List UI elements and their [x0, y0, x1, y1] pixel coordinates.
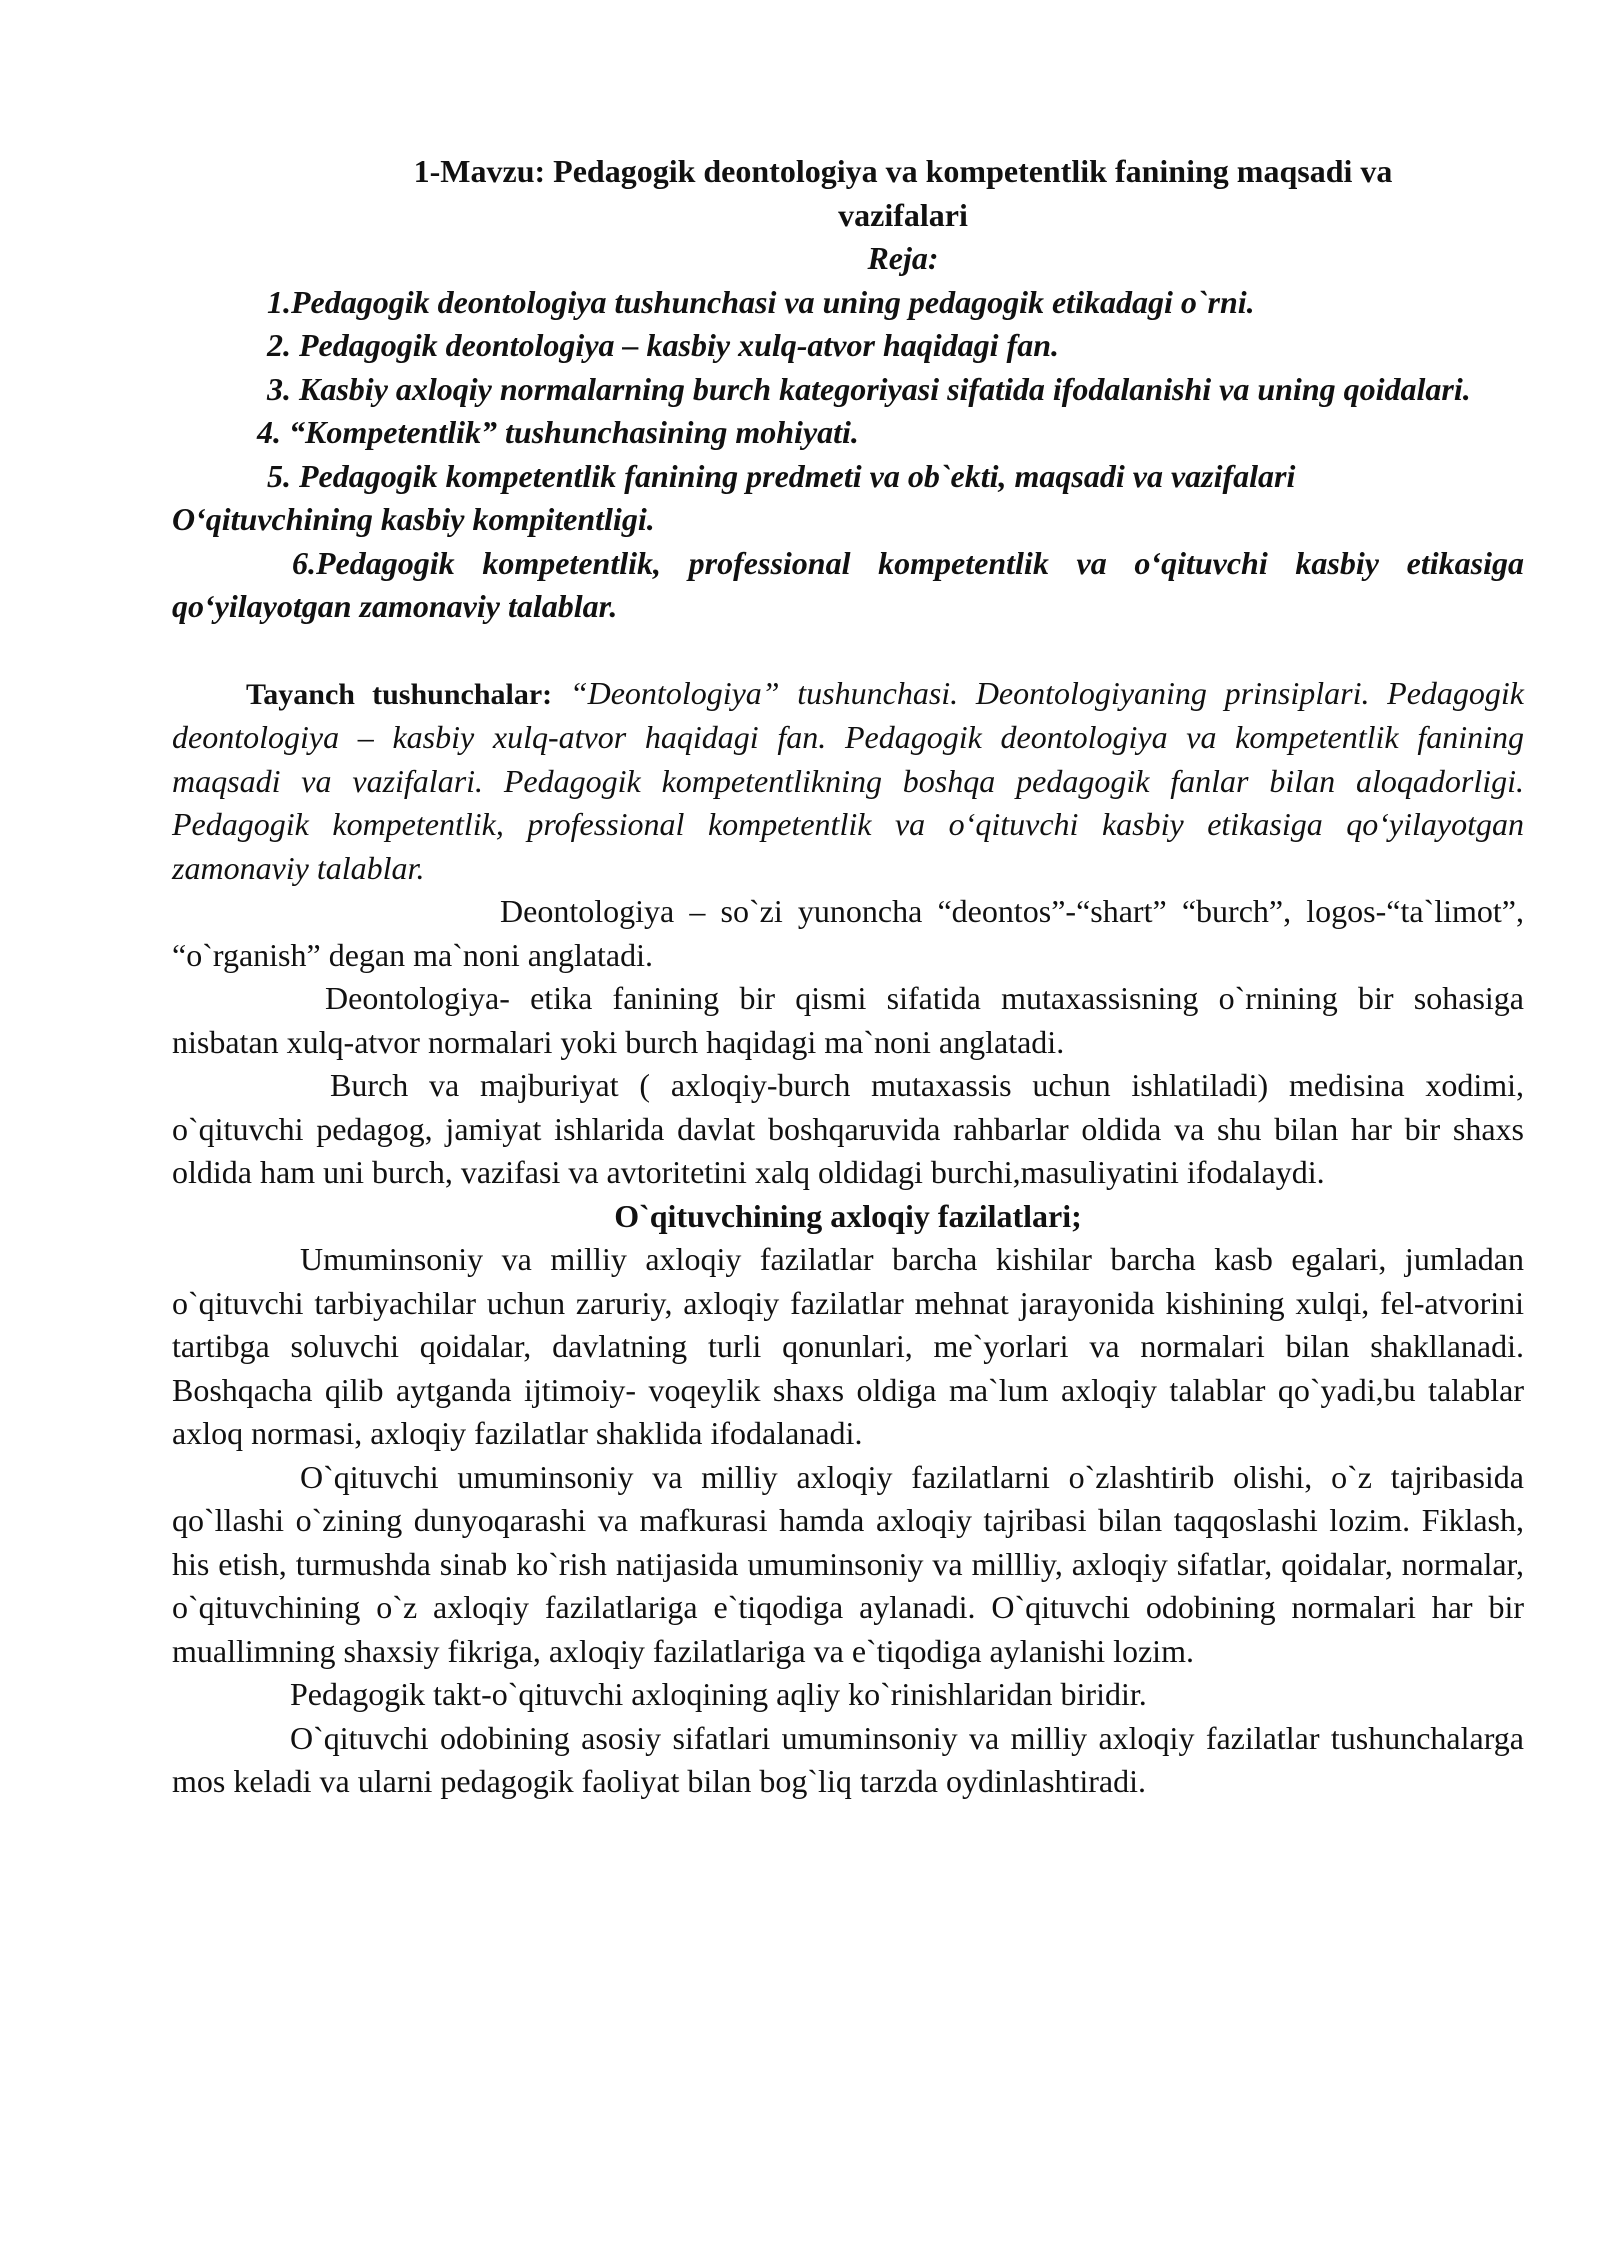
paragraph-deontologiya-definition: Deontologiya- etika fanining bir qismi sifatida mutaxassisning o`rnining bir sohasiga nisbatan xulq-atvor normalari yoki burch haqidagi ma`noni anglatadi. [172, 980, 1524, 1060]
key-concepts-text: “Deontologiya” tushunchasi. Deontologiyaning prinsiplari. Pedagogik deontologiya – kasbiy xulq-atvor haqidagi fan. Pedagogik deontologiya va kompetentlik fanining maqsadi va vazifalari. Pedagogik kompetentlikning boshqa pedagogik fanlar bilan aloqadorligi. Pedagogik kompetentlik, professional kompetentlik va o‘qituvchi kasbiy etikasiga qo‘yilayotgan zamonaviy talablar. [172, 674, 1525, 886]
title-line-2: vazifalari [838, 196, 968, 233]
key-concepts [172, 672, 1524, 891]
paragraph-burch: Burch va majburiyat ( axloqiy-burch mutaxassis uchun ishlatiladi) medisina xodimi, o`qituvchi pedagog, jamiyat ishlarida davlat boshqaruvida rahbarlar oldida va shu bilan har bir shaxs oldida ham uni burch, vazifasi va avtoritetini xalq oldidagi burchi,masuliyatini ifodalaydi. [172, 1067, 1524, 1190]
plan-heading: Reja: [867, 240, 939, 276]
plan-item-1: 1.Pedagogik deontologiya tushunchasi va uning pedagogik etikadagi o`rni. [267, 283, 1255, 320]
plan-item-5: 5. Pedagogik kompetentlik fanining predmeti va ob`ekti, maqsadi va vazifalari [267, 457, 1296, 494]
key-concepts-label: Tayanch tushunchalar: [246, 677, 553, 711]
paragraph-pedagogik-takt: Pedagogik takt-o`qituvchi axloqining aqliy ko`rinishlaridan biridir. [290, 1676, 1147, 1712]
section-heading: O`qituvchining axloqiy fazilatlari; [614, 1197, 1082, 1234]
paragraph-odob: O`qituvchi odobining asosiy sifatlari umuminsoniy va milliy axloqiy fazilatlar tushunchalarga mos keladi va ularni pedagogik faoliyat bilan bog`liq tarzda oydinlashtiradi. [172, 1719, 1524, 1799]
paragraph-oqituvchi: O`qituvchi umuminsoniy va milliy axloqiy fazilatlarni o`zlashtirib olishi, o`z tajribasida qo`llashi o`zining dunyoqarashi va mafkurasi hamda axloqiy tajribasi bilan taqqoslashi lozim. Fiklash, his etish, turmushda sinab ko`rish natijasida umuminsoniy va millliy, axloqiy sifatlar, qoidalar, normalar, o`qituvchining o`z axloqiy fazilatlariga e`tiqodiga aylanadi. O`qituvchi odobining normalari har bir muallimning shaxsiy fikriga, axloqiy fazilatlariga va e`tiqodiga aylanishi lozim. [172, 1458, 1524, 1669]
plan-item-2: 2. Pedagogik deontologiya – kasbiy xulq-atvor haqidagi fan. [267, 327, 1059, 363]
paragraph-deontologiya-etymology: Deontologiya – so`zi yunoncha “deontos”-“shart” “burch”, logos-“ta`limot”, “o`rganish” degan ma`noni anglatadi. [172, 893, 1524, 973]
spacer [172, 629, 1524, 672]
document-page [172, 150, 1524, 1804]
plan-item-4: 4. “Kompetentlik” tushunchasining mohiyati. [257, 414, 859, 450]
title-line-1: 1-Mavzu: Pedagogik deontologiya va kompetentlik fanining maqsadi va [413, 153, 1393, 189]
page-title [172, 150, 1524, 237]
paragraph-umuminsoniy: Umuminsoniy va milliy axloqiy fazilatlar barcha kishilar barcha kasb egalari, jumladan o`qituvchi tarbiyachilar uchun zaruriy, axloqiy fazilatlar mehnat jarayonida kishining xulqi, fel-atvorini tartibga soluvchi qoidalar, davlatning turli qonunlari, me`yorlari va normalari bilan shakllanadi. Boshqacha qilib aytganda ijtimoiy- voqeylik shaxs oldiga ma`lum axloqiy talablar qo`yadi,bu talablar axloq normasi, axloqiy fazilatlar shaklida ifodalanadi. [172, 1241, 1524, 1451]
plan-item-6: 6.Pedagogik kompetentlik, professional kompetentlik va o‘qituvchi kasbiy etikasiga qo‘yilayotgan zamonaviy talablar. [172, 544, 1524, 624]
plan-item-5-continuation: O‘qituvchining kasbiy kompitentligi. [172, 501, 655, 537]
plan-item-3: 3. Kasbiy axloqiy normalarning burch kategoriyasi sifatida ifodalanishi va uning qoidalari. [267, 370, 1471, 407]
